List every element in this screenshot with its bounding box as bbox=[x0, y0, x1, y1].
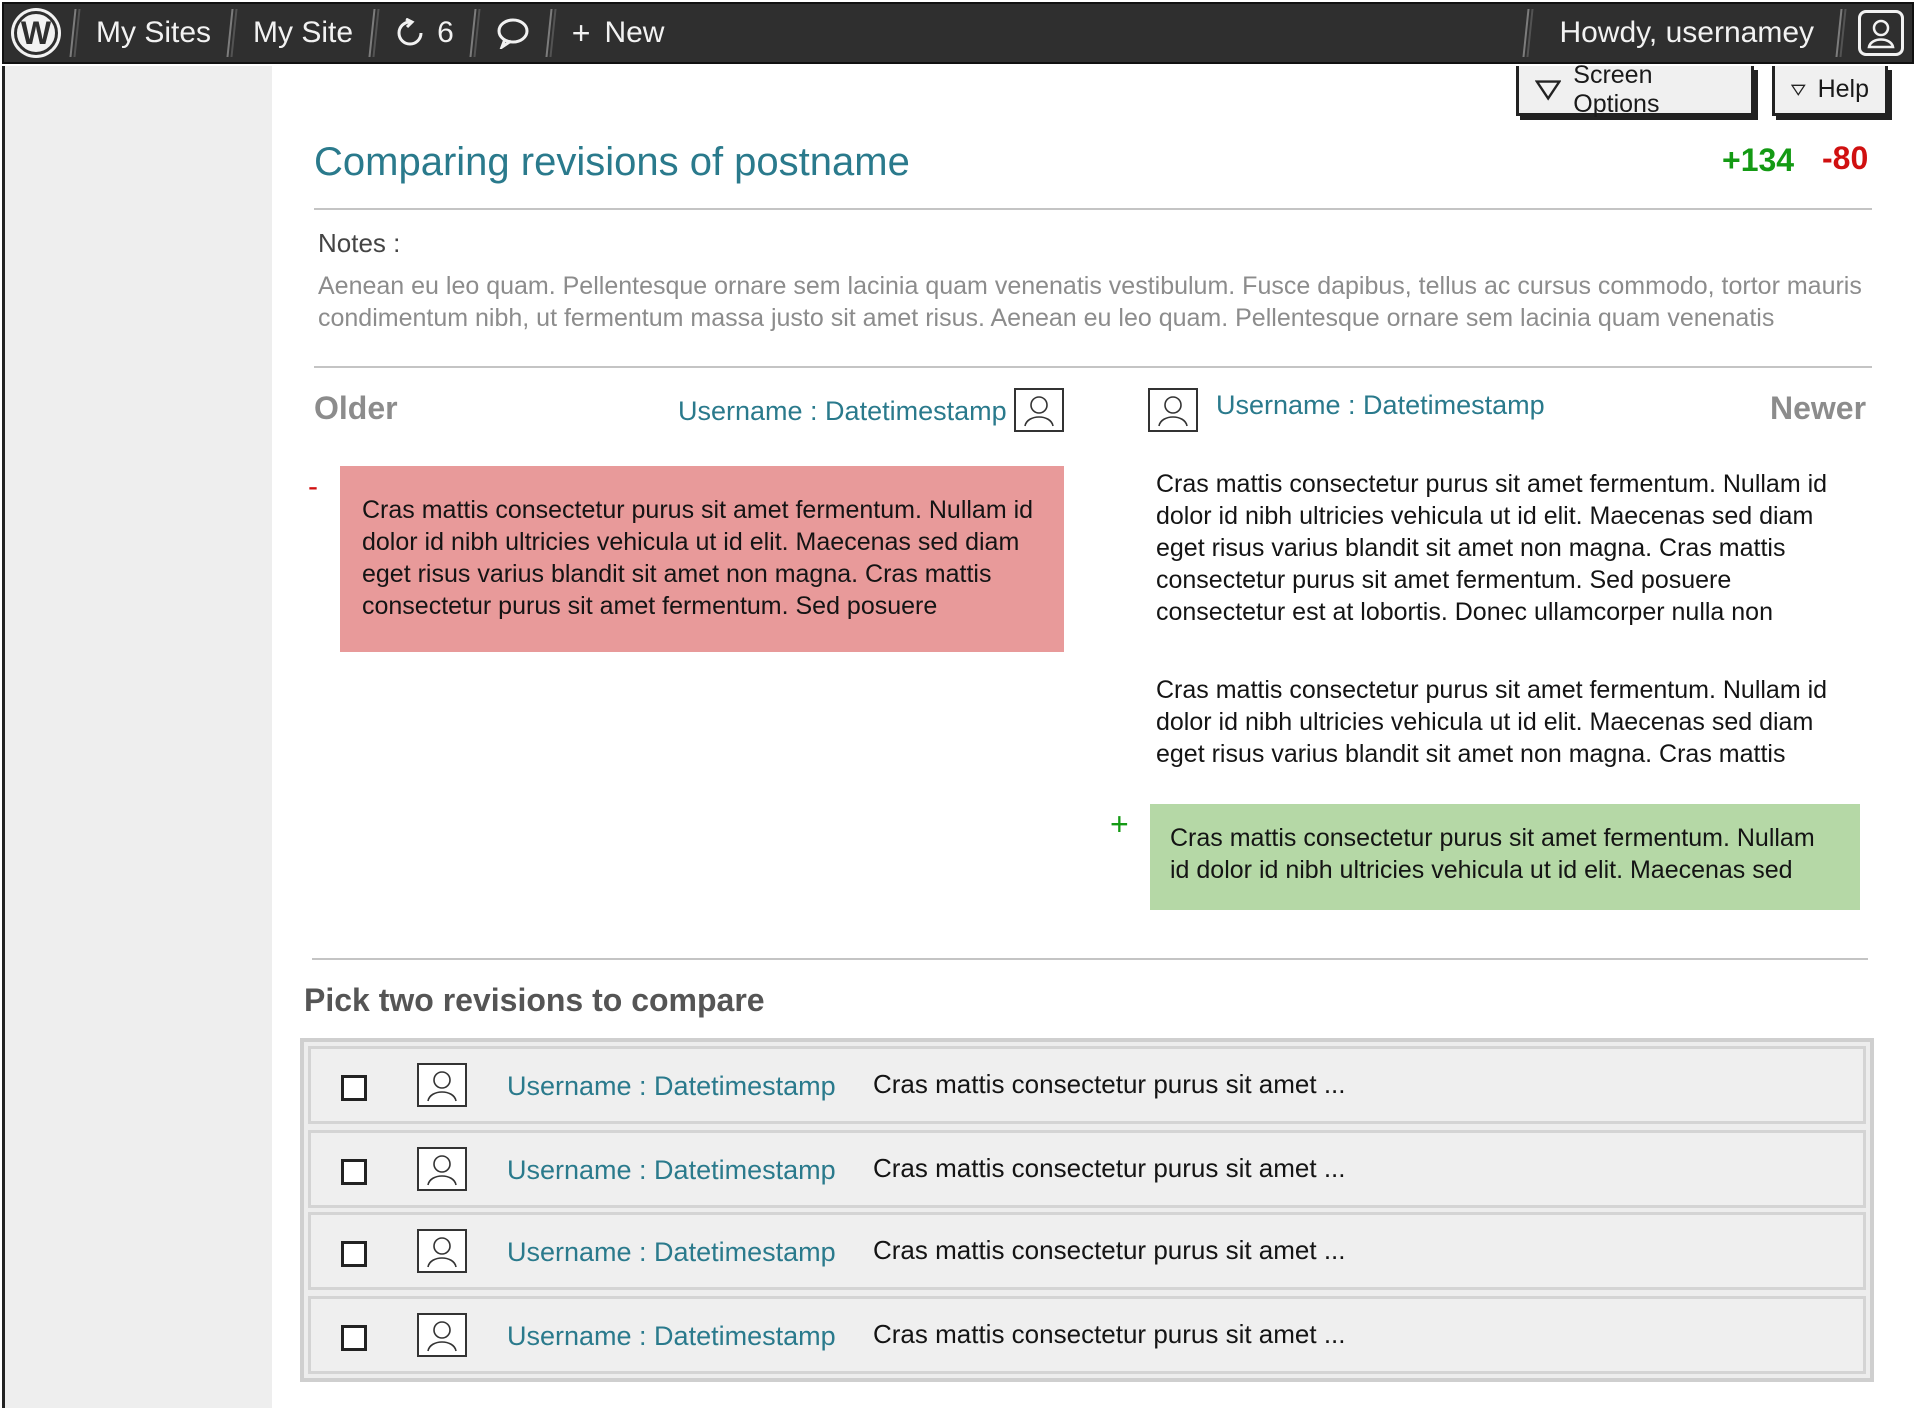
screen-options-label: Screen Options bbox=[1573, 60, 1660, 118]
screen-options-button[interactable] bbox=[1516, 60, 1754, 118]
avatar-image-icon bbox=[1019, 392, 1059, 428]
older-column-label: Older bbox=[314, 390, 398, 426]
revision-excerpt: Cras mattis consectetur purus sit amet ... bbox=[873, 1153, 1346, 1183]
revision-author-link[interactable]: Username : Datetimestamp bbox=[507, 1321, 836, 1351]
avatar-image-icon bbox=[1153, 392, 1193, 428]
revision-author-link[interactable]: Username : Datetimestamp bbox=[507, 1237, 836, 1267]
admin-sidebar bbox=[2, 66, 272, 1408]
page-title: Comparing revisions of postname bbox=[314, 140, 910, 184]
deletions-count: -80 bbox=[1822, 140, 1869, 176]
plus-icon: + bbox=[571, 14, 591, 51]
updates-count: 6 bbox=[437, 16, 454, 49]
newer-avatar bbox=[1148, 388, 1198, 432]
my-sites-menu[interactable]: My Sites bbox=[96, 16, 212, 49]
deleted-text-block: Cras mattis consectetur purus sit amet fermentum. Nullam id dolor id nibh ultricies vehicula ut id elit. Maecenas sed diam eget risus varius blandit sit amet non magna. Cras mattis consectetur purus sit amet fermentum. Sed posuere bbox=[340, 466, 1064, 652]
revision-checkbox[interactable] bbox=[341, 1075, 367, 1101]
updates-menu[interactable] bbox=[377, 4, 472, 62]
divider bbox=[314, 366, 1872, 368]
revision-row[interactable] bbox=[308, 1212, 1866, 1290]
revision-excerpt: Cras mattis consectetur purus sit amet ... bbox=[873, 1235, 1346, 1265]
new-content-menu[interactable] bbox=[554, 4, 683, 62]
comment-icon bbox=[496, 17, 530, 49]
revision-author-link[interactable]: Username : Datetimestamp bbox=[507, 1071, 836, 1101]
my-site-menu[interactable]: My Site bbox=[253, 16, 354, 49]
help-label: Help bbox=[1817, 75, 1869, 103]
refresh-icon bbox=[395, 18, 425, 48]
older-avatar bbox=[1014, 388, 1064, 432]
wordpress-logo: W bbox=[14, 11, 58, 55]
account-greeting[interactable]: Howdy, usernamey bbox=[1559, 16, 1814, 49]
admin-bar bbox=[2, 2, 1914, 64]
context-text-block: Cras mattis consectetur purus sit amet fermentum. Nullam id dolor id nibh ultricies vehicula ut id elit. Maecenas sed diam eget risus varius blandit sit amet non magna. Cras mattis consectetur purus sit amet fermentum. Sed posuere consectetur est at lobortis. Donec ullamcorper nulla non bbox=[1156, 470, 1828, 626]
avatar-image-icon bbox=[422, 1317, 462, 1353]
revision-avatar bbox=[417, 1063, 467, 1107]
newer-revision-author-link[interactable]: Username : Datetimestamp bbox=[1216, 390, 1545, 420]
newer-column-label: Newer bbox=[1770, 390, 1867, 426]
older-revision-author-link[interactable]: Username : Datetimestamp bbox=[678, 396, 1007, 426]
revision-checkbox[interactable] bbox=[341, 1241, 367, 1267]
divider bbox=[312, 958, 1868, 960]
divider bbox=[314, 208, 1872, 210]
additions-count: +134 bbox=[1722, 142, 1795, 178]
avatar-image-icon bbox=[422, 1233, 462, 1269]
revision-excerpt: Cras mattis consectetur purus sit amet ... bbox=[873, 1069, 1346, 1099]
comments-menu[interactable] bbox=[478, 4, 548, 62]
new-label: New bbox=[604, 16, 665, 49]
help-button[interactable] bbox=[1772, 66, 1888, 116]
notes-text: Aenean eu leo quam. Pellentesque ornare sem lacinia quam venenatis vestibulum. Fusce dapibus, tellus ac cursus commodo, tortor mauris condimentum nibh, ut fermentum massa justo sit amet risus. Aenean eu leo quam. Pellentesque ornare sem lacinia quam venenatis bbox=[318, 272, 1862, 332]
revision-list bbox=[300, 1038, 1874, 1382]
revision-row[interactable] bbox=[308, 1046, 1866, 1124]
context-text-block: Cras mattis consectetur purus sit amet fermentum. Nullam id dolor id nibh ultricies vehicula ut id elit. Maecenas sed diam eget risus varius blandit sit amet non magna. Cras mattis bbox=[1156, 676, 1828, 768]
revision-checkbox[interactable] bbox=[341, 1159, 367, 1185]
triangle-down-icon bbox=[1791, 78, 1806, 102]
added-text-block: Cras mattis consectetur purus sit amet fermentum. Nullam id dolor id nibh ultricies vehicula ut id elit. Maecenas sed bbox=[1150, 804, 1860, 910]
addition-marker: + bbox=[1110, 806, 1129, 842]
user-icon bbox=[1858, 10, 1904, 56]
wordpress-logo-item[interactable] bbox=[4, 4, 72, 62]
revision-avatar bbox=[417, 1147, 467, 1191]
account-menu[interactable] bbox=[1844, 4, 1912, 62]
revision-avatar bbox=[417, 1313, 467, 1357]
revision-avatar bbox=[417, 1229, 467, 1273]
deletion-marker: - bbox=[308, 470, 318, 503]
triangle-down-icon bbox=[1535, 78, 1561, 102]
revision-row[interactable] bbox=[308, 1296, 1866, 1374]
notes-label: Notes : bbox=[318, 228, 401, 258]
revision-picker-heading: Pick two revisions to compare bbox=[304, 982, 765, 1018]
revision-excerpt: Cras mattis consectetur purus sit amet ... bbox=[873, 1319, 1346, 1349]
avatar-image-icon bbox=[422, 1151, 462, 1187]
avatar-image-icon bbox=[422, 1067, 462, 1103]
revision-author-link[interactable]: Username : Datetimestamp bbox=[507, 1155, 836, 1185]
revision-checkbox[interactable] bbox=[341, 1325, 367, 1351]
revision-row[interactable] bbox=[308, 1130, 1866, 1208]
